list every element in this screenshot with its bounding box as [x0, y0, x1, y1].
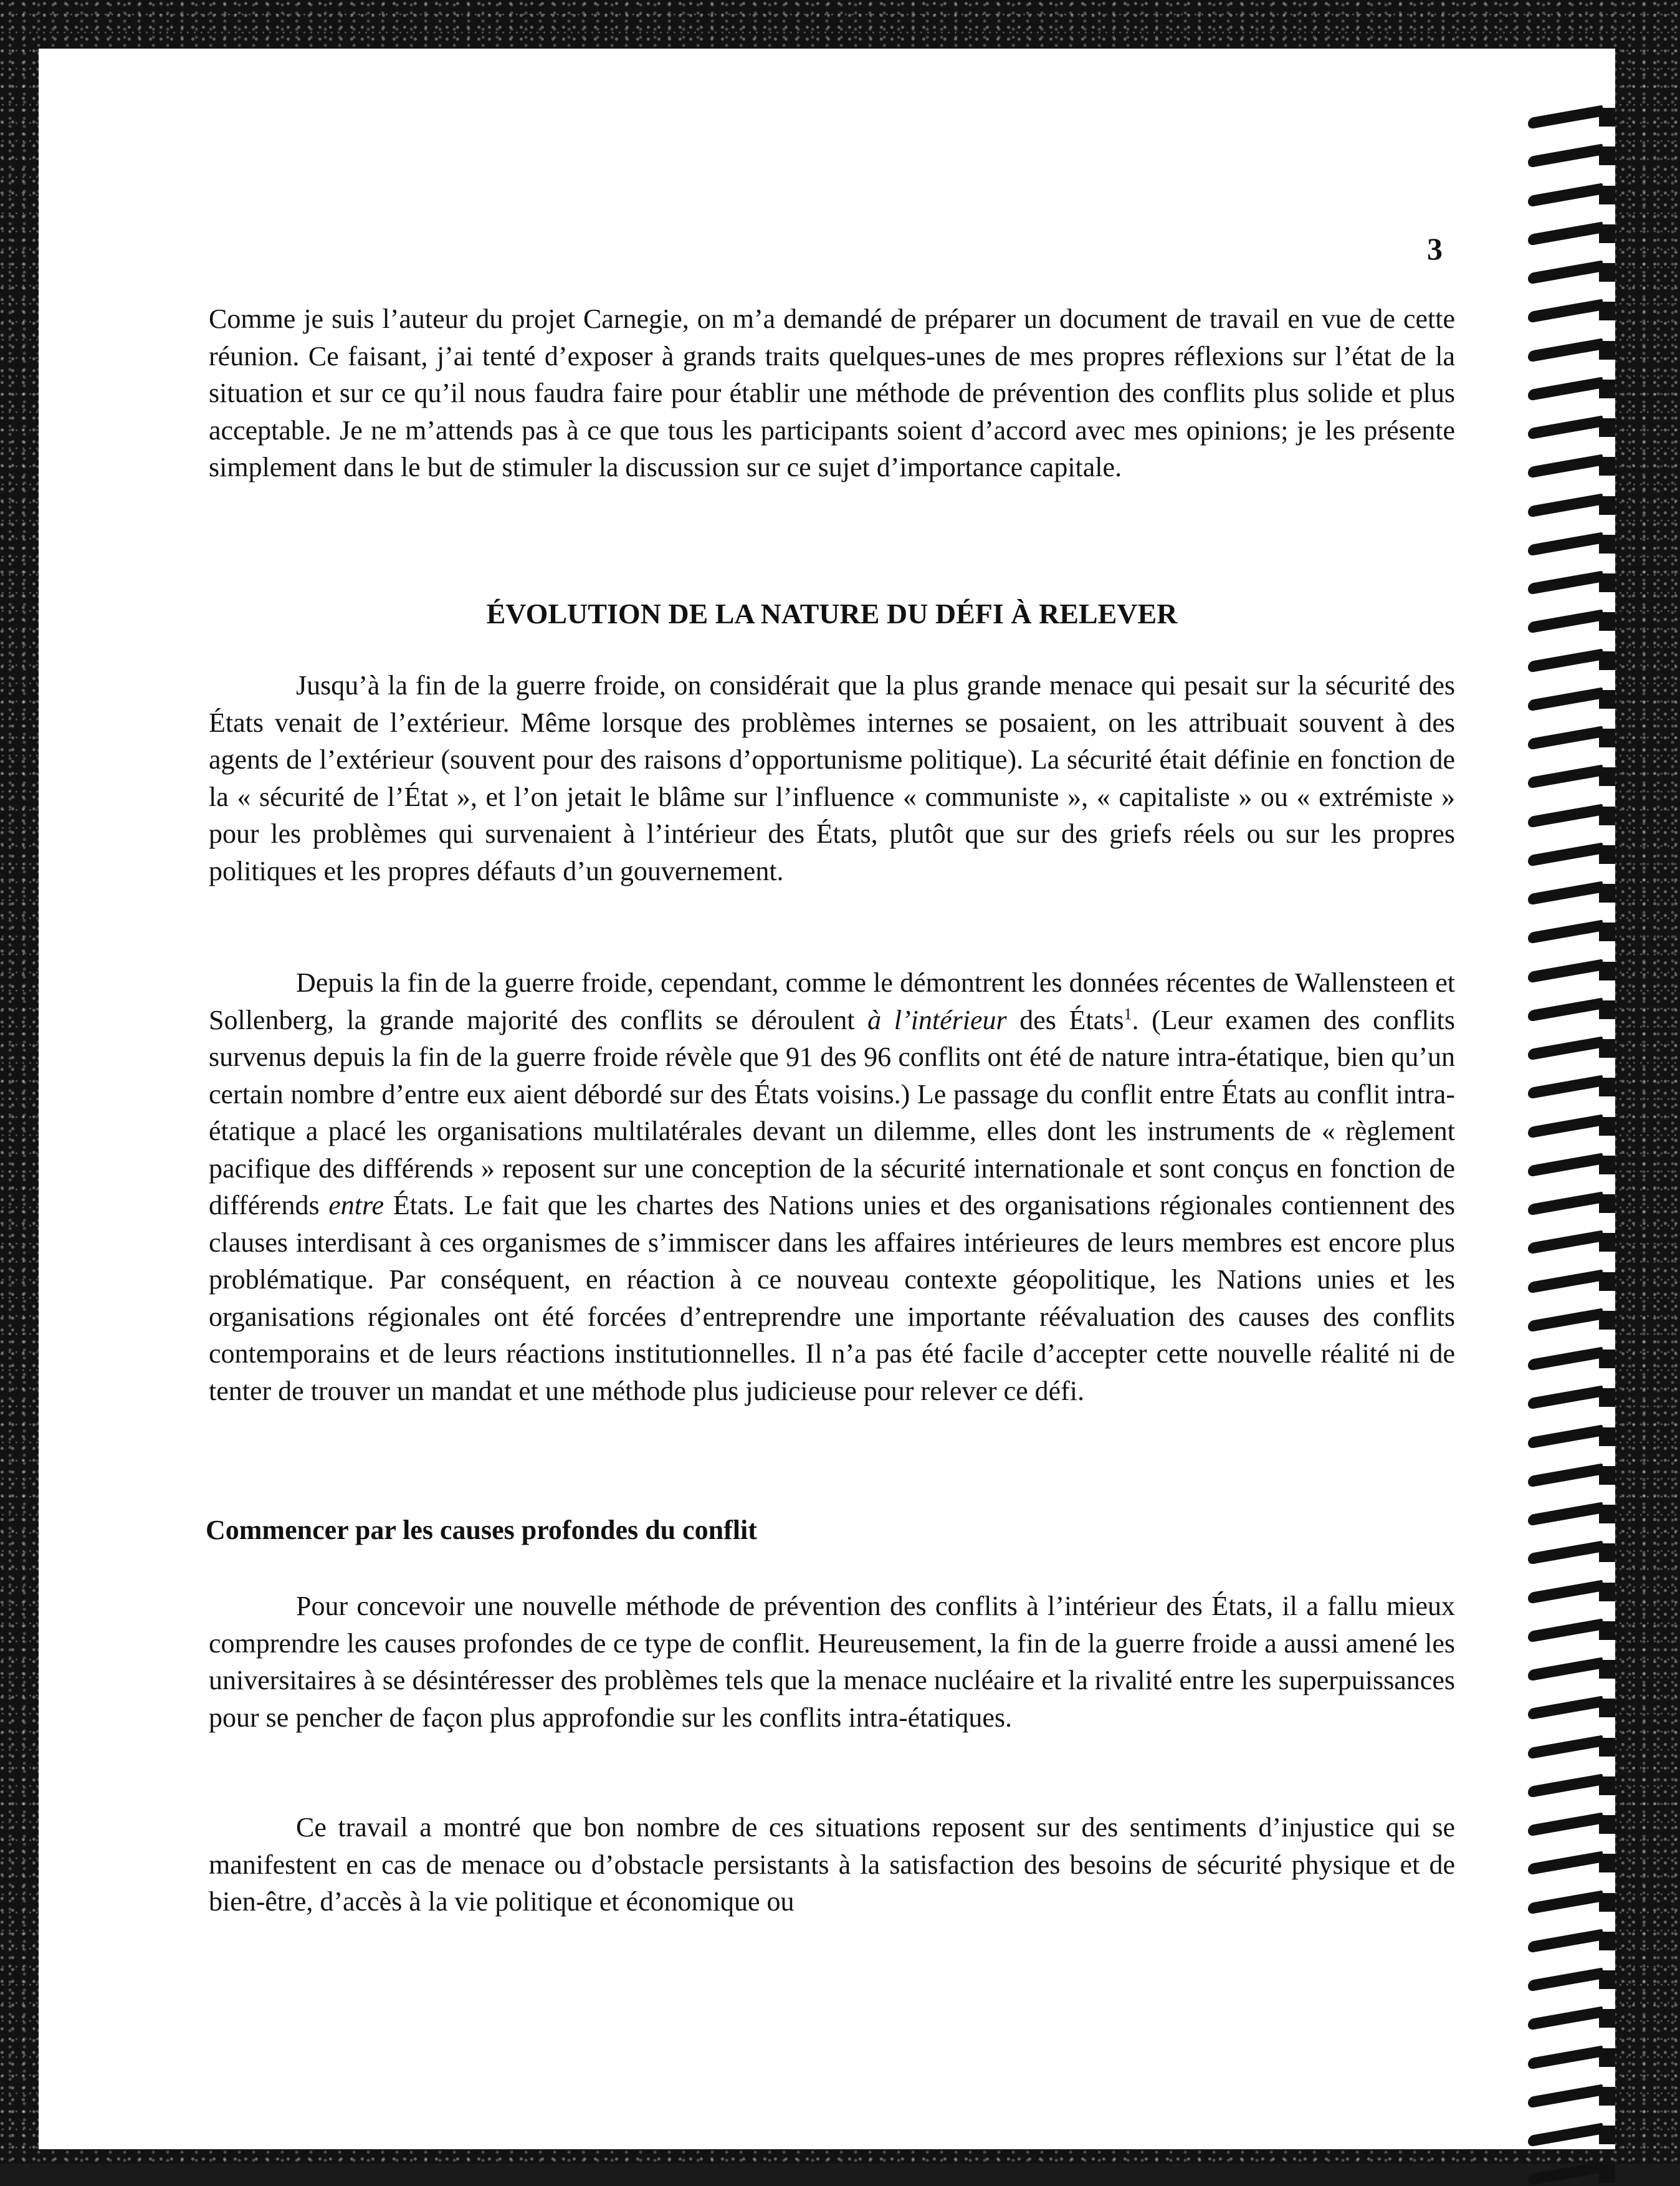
binding-ring — [1522, 302, 1615, 320]
intro-paragraph: Comme je suis l’auteur du projet Carnegie, on m’a demandé de préparer un document de travail en vue de cette réunion. Ce faisant, j’ai tenté d’exposer à grands traits quelques-unes de mes propres réflexions sur l’état de la situation et sur ce qu’il nous faudra faire pour établir une méthode de prévention des conflits plus solide et plus acceptable. Je ne m’attends pas à ce que tous les participants soient d’accord avec mes opinions; je les présente simplement dans le but de stimuler la discussion sur ce sujet d’importance capitale. — [209, 304, 1455, 482]
binding-ring — [1522, 1117, 1615, 1136]
binding-ring — [1522, 1543, 1615, 1562]
binding-ring — [1522, 535, 1615, 554]
binding-ring — [1522, 263, 1615, 282]
binding-ring — [1522, 2009, 1615, 2028]
binding-ring — [1522, 1349, 1615, 1368]
binding-ring — [1522, 729, 1615, 747]
binding-ring — [1522, 923, 1615, 941]
binding-ring — [1522, 651, 1615, 670]
paragraph-text: Depuis la fin de la guerre froide, cependant, comme le démontrent les données récentes de Wallensteen et Sollenberg, la grande majorité des conflits se déroulent — [209, 967, 1455, 1035]
binding-ring — [1522, 1156, 1615, 1174]
italic-text: à l’intérieur — [867, 1004, 1007, 1035]
binding-ring — [1522, 2126, 1615, 2144]
binding-ring — [1522, 1000, 1615, 1019]
binding-ring — [1522, 612, 1615, 631]
binding-ring — [1522, 457, 1615, 476]
binding-ring — [1522, 1621, 1615, 1640]
footnote-marker: 1 — [1124, 1004, 1132, 1023]
binding-ring — [1522, 186, 1615, 204]
binding-ring — [1522, 573, 1615, 592]
section-heading: ÉVOLUTION DE LA NATURE DU DÉFI À RELEVER — [486, 598, 1178, 630]
binding-ring — [1522, 1660, 1615, 1679]
binding-ring — [1522, 1505, 1615, 1523]
binding-ring — [1522, 1272, 1615, 1291]
paragraph-injustice: Ce travail a montré que bon nombre de ces situations reposent sur des sentiments d’injustice qui se manifestent en cas de menace ou d’obstacle persistants à la satisfaction des besoins de sécurité physique et de bien-être, d’accès à la vie politique et économique ou — [209, 1812, 1455, 1917]
binding-ring — [1522, 496, 1615, 515]
spiral-binding — [1522, 108, 1615, 2184]
binding-ring — [1522, 1932, 1615, 1950]
binding-ring — [1522, 341, 1615, 360]
paragraph-text: des États — [1006, 1004, 1124, 1035]
binding-ring — [1522, 767, 1615, 786]
binding-ring — [1522, 1776, 1615, 1795]
binding-ring — [1522, 2048, 1615, 2067]
binding-ring — [1522, 962, 1615, 980]
italic-text: entre — [328, 1190, 384, 1220]
binding-ring — [1522, 1427, 1615, 1446]
binding-ring — [1522, 1893, 1615, 1912]
binding-ring — [1522, 2164, 1615, 2183]
binding-ring — [1522, 1738, 1615, 1757]
paragraph-text: États. Le fait que les chartes des Nations unies et des organisations régionales contiennent des clauses interdisant à ces organismes de s’immiscer dans les affaires intérieures de leurs membres est encore plus problématique. Par conséquent, en réaction à ce nouveau contexte géopolitique, les Nations unies et les organisations régionales ont été forcées d’entreprendre une importante réévaluation des causes des conflits contemporains et de leurs réactions institutionnelles. Il n’a pas été facile d’accepter cette nouvelle réalité ni de tenter de trouver un mandat et une méthode plus judicieuse pour relever ce défi. — [209, 1190, 1455, 1406]
binding-ring — [1522, 108, 1615, 127]
binding-ring — [1522, 1466, 1615, 1485]
binding-ring — [1522, 884, 1615, 903]
paragraph-root-causes: Pour concevoir une nouvelle méthode de prévention des conflits à l’intérieur des États, il a fallu mieux comprendre les causes profondes de ce type de conflit. Heureusement, la fin de la guerre froide a aussi amené les universitaires à se désintéresser des problèmes tels que la menace nucléaire et la rivalité entre les superpuissances pour se pencher de façon plus approfondie sur les conflits intra-étatiques. — [209, 1591, 1455, 1733]
binding-ring — [1522, 146, 1615, 165]
binding-ring — [1522, 1815, 1615, 1834]
binding-ring — [1522, 1970, 1615, 1989]
binding-ring — [1522, 845, 1615, 864]
paragraph-text: . (Leur examen des conflits survenus depuis la fin de la guerre froide révèle que 91 des 96 conflits ont été de nature intra-étatique, bien qu’un certain nombre d’entre eux aient débordé sur des États voisins.) Le passage du conflit entre États au conflit intra-étatique a placé les organisations multilatérales devant un dilemme, elles dont les instruments de « règlement pacifique des différends » reposent sur une conception de la sécurité internationale et sont conçus en fonction de différends — [209, 1004, 1456, 1220]
paragraph-cold-war: Jusqu’à la fin de la guerre froide, on considérait que la plus grande menace qui pesait sur la sécurité des États venait de l’extérieur. Même lorsque des problèmes internes se posaient, on les attribuait souvent à des agents de l’extérieur (souvent pour des raisons d’opportunisme politique). La sécurité était définie en fonction de la « sécurité de l’État », et l’on jetait le blâme sur l’influence « communiste », « capitaliste » ou « extrémiste » pour les problèmes qui survenaient à l’intérieur des États, plutôt que sur des griefs réels ou sur les propres politiques et les propres défauts d’un gouvernement. — [209, 670, 1455, 886]
binding-ring — [1522, 1194, 1615, 1213]
binding-ring — [1522, 1583, 1615, 1601]
binding-ring — [1522, 690, 1615, 709]
subsection-heading: Commencer par les causes profondes du conflit — [206, 1515, 757, 1545]
binding-ring — [1522, 1311, 1615, 1330]
binding-ring — [1522, 1854, 1615, 1872]
binding-ring — [1522, 1699, 1615, 1717]
page-number: 3 — [1427, 231, 1443, 266]
binding-ring — [1522, 1039, 1615, 1058]
binding-ring — [1522, 807, 1615, 825]
binding-ring — [1522, 224, 1615, 243]
binding-ring — [1522, 380, 1615, 398]
paragraph-since-cold-war — [209, 964, 1455, 1409]
binding-ring — [1522, 1078, 1615, 1096]
binding-ring — [1522, 418, 1615, 437]
binding-ring — [1522, 2087, 1615, 2106]
binding-ring — [1522, 1233, 1615, 1252]
binding-ring — [1522, 1388, 1615, 1407]
